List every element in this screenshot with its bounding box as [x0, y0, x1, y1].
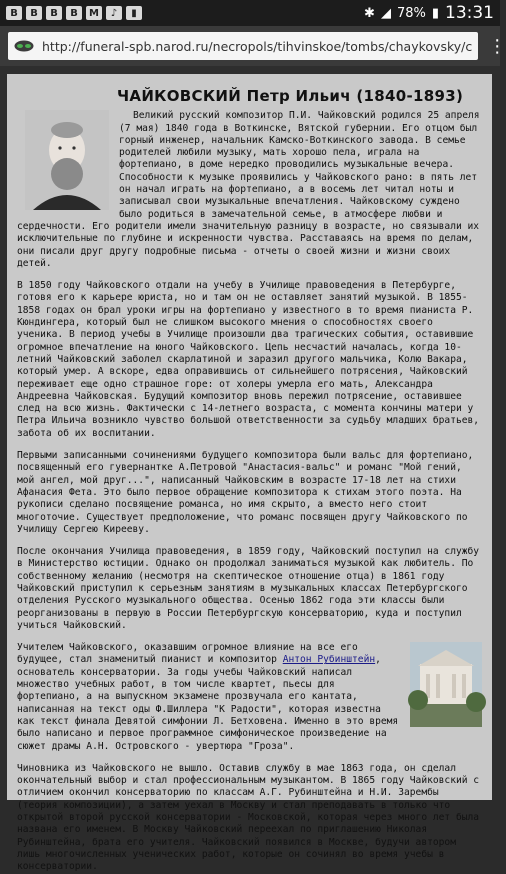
- status-bar: [0, 0, 500, 26]
- conservatory-building-photo: [410, 642, 482, 727]
- signal-icon: ◢: [380, 5, 391, 21]
- paragraph-5-start: Учителем Чайковского, оказавшим огромное влияние на все его будущее, стал знаменитый пианист и композитор: [17, 642, 358, 666]
- paragraph-3: Первыми записанными сочинениями будущего композитора были вальс для фортепиано, посвященный его гувернантке А.Петровой "Анастасия-вальс" и романс "Мой гений, мой ангел, мой друг...", написанный Чайковским в возрасте 17-18 лет на стихи Афанасия Фета. Это было первое обращение композитора к стихам этого поэта. На рукописи сделано посвящение романса, но имя скрыто, а вместо него стоит многоточие. Существует предположение, что романс посвящен другу Чайковского по Училищу Сергею Кирееву.: [17, 450, 474, 535]
- overflow-menu-icon[interactable]: ⋮: [488, 35, 506, 57]
- browser-toolbar: [0, 26, 506, 66]
- notification-icon-1: B: [6, 6, 22, 20]
- paragraph-5-end: , основатель консерватории. За годы учебы Чайковский написал множество учебных работ, в том числе квартет, пьесы для фортепиано, а на выпускном экзамене прозвучала его кантата, написанная на текст оды Ф.Шиллера "К Радости", которая известна как текст финала Девятой симфонии Л. Бетховена. Именно в это время было написано и первое программное симфоническое произведение на сюжет драмы А.Н. Островского - увертюра "Гроза".: [17, 654, 399, 752]
- notification-icon-4: В: [66, 6, 82, 20]
- tchaikovsky-portrait-image: [25, 110, 109, 210]
- notification-icons: [6, 6, 142, 20]
- clock-time: 13:31: [445, 3, 494, 23]
- music-icon: ♪: [106, 6, 122, 20]
- battery-icon: ▮: [431, 5, 439, 21]
- url-bar[interactable]: [8, 32, 478, 60]
- paragraph-2: В 1850 году Чайковского отдали на учебу в Училище правоведения в Петербурге, готовя его к карьере юриста, но и там он не оставляет занятий музыкой. В 1855-1858 годах он брал уроки игры на фортепиано у известного в то время пианиста Р. Кюндингера, который был не слишком высокого мнения о способностях своего ученика. В период учебы в Училище произошли два трагических события, оставившие огромное впечатление на юного Чайковского. Цепь несчастий началась, когда 10-летний Чайковский заболел скарлатиной и заразил другого мальчика, Колю Вакара, который умер. А вскоре, едва оправившись от сильнейшего потрясения, Чайковский переживает еще одно страшное горе: от холеры умерла его мать, Александра Андреевна Чайковская. Будущий композитор вновь пережил потрясение, оставившее след на всю жизнь. Фактически с 14-летнего возраста, с момента кончины матери у Петра Ильича возникло чувство большой ответственности за судьбу младших братьев, забота об их воспитании.: [17, 280, 480, 439]
- paragraph-6: Чиновника из Чайковского не вышло. Оставив службу в мае 1863 года, он сделал окончательный выбор и стал профессиональным музыкантом. В 1865 году Чайковский с отличием окончил консерваторию по классам А.Г. Рубинштейна и Н.И. Зарембы (теория композиции), а затем уехал в Москву и стал преподавать в только что открытой второй русской консерватории - Московской, которая через много лет была названа его именем. В Москву Чайковский переехал по приглашению Николая Рубинштейна, брата его учителя. Чайковский появился в Москве, будучи автором лишь многочисленных ученических работ, которые он сочинял во время учебы в консерватории.: [17, 762, 480, 873]
- mail-icon: M: [86, 6, 102, 20]
- notification-icon-3: В: [46, 6, 62, 20]
- notification-icon-2: В: [26, 6, 42, 20]
- bluetooth-icon: ✱: [364, 5, 375, 21]
- anton-rubinstein-link[interactable]: Антон Рубинштейн: [282, 654, 376, 666]
- url-text[interactable]: http://funeral-spb.narod.ru/necropols/tihvinskoe/tombs/chaykovsky/c: [42, 38, 473, 54]
- battery-percent: 78%: [396, 5, 426, 21]
- paragraph-4: После окончания Училища правоведения, в 1859 году, Чайковский поступил на службу в Министерство юстиции. Однако он продолжал заниматься музыкой как любитель. По собственному желанию (несмотря на скептическое отношение отца) в 1861 году Чайковский приступил к серьезным занятиям в музыкальных классах Петербургского отделения Русского музыкального общества. Осенью 1862 года эти классы были реорганизованы в первую в России Петербургскую консерваторию, куда и поступил учиться Чайковский.: [17, 546, 480, 631]
- article-container: [7, 74, 492, 873]
- page-title: ЧАЙКОВСКИЙ Петр Ильич (1840-1893): [117, 87, 464, 105]
- incognito-mask-icon: [14, 40, 34, 52]
- sim-icon: ▮: [126, 6, 142, 20]
- paragraph-1: Великий русский композитор П.И. Чайковский родился 25 апреля (7 мая) 1840 года в Воткинске, Вятской губернии. Его отцом был горный инженер, начальник Камско-Воткинского завода. В семье родителей любили музыку, мать хорошо пела, играла на фортепиано, в доме нередко проводились музыкальные вечера. Способности к музыке проявились у Чайковского рано: в пять лет он начал играть на фортепиано, а в восемь лет читал ноты и записывал свои музыкальные впечатления. Чайковскому суждено было родиться в замечательной семье, в атмосфере любви и сердечности. Его родители имели значительную разницу в возрасте, но связывали их исключительные по глубине и искренности чувства. Расставаясь на время по делам, они писали друг другу подробные письма - отчеты о своей жизни и жизни своих детей.: [17, 110, 480, 269]
- web-page: [0, 66, 500, 873]
